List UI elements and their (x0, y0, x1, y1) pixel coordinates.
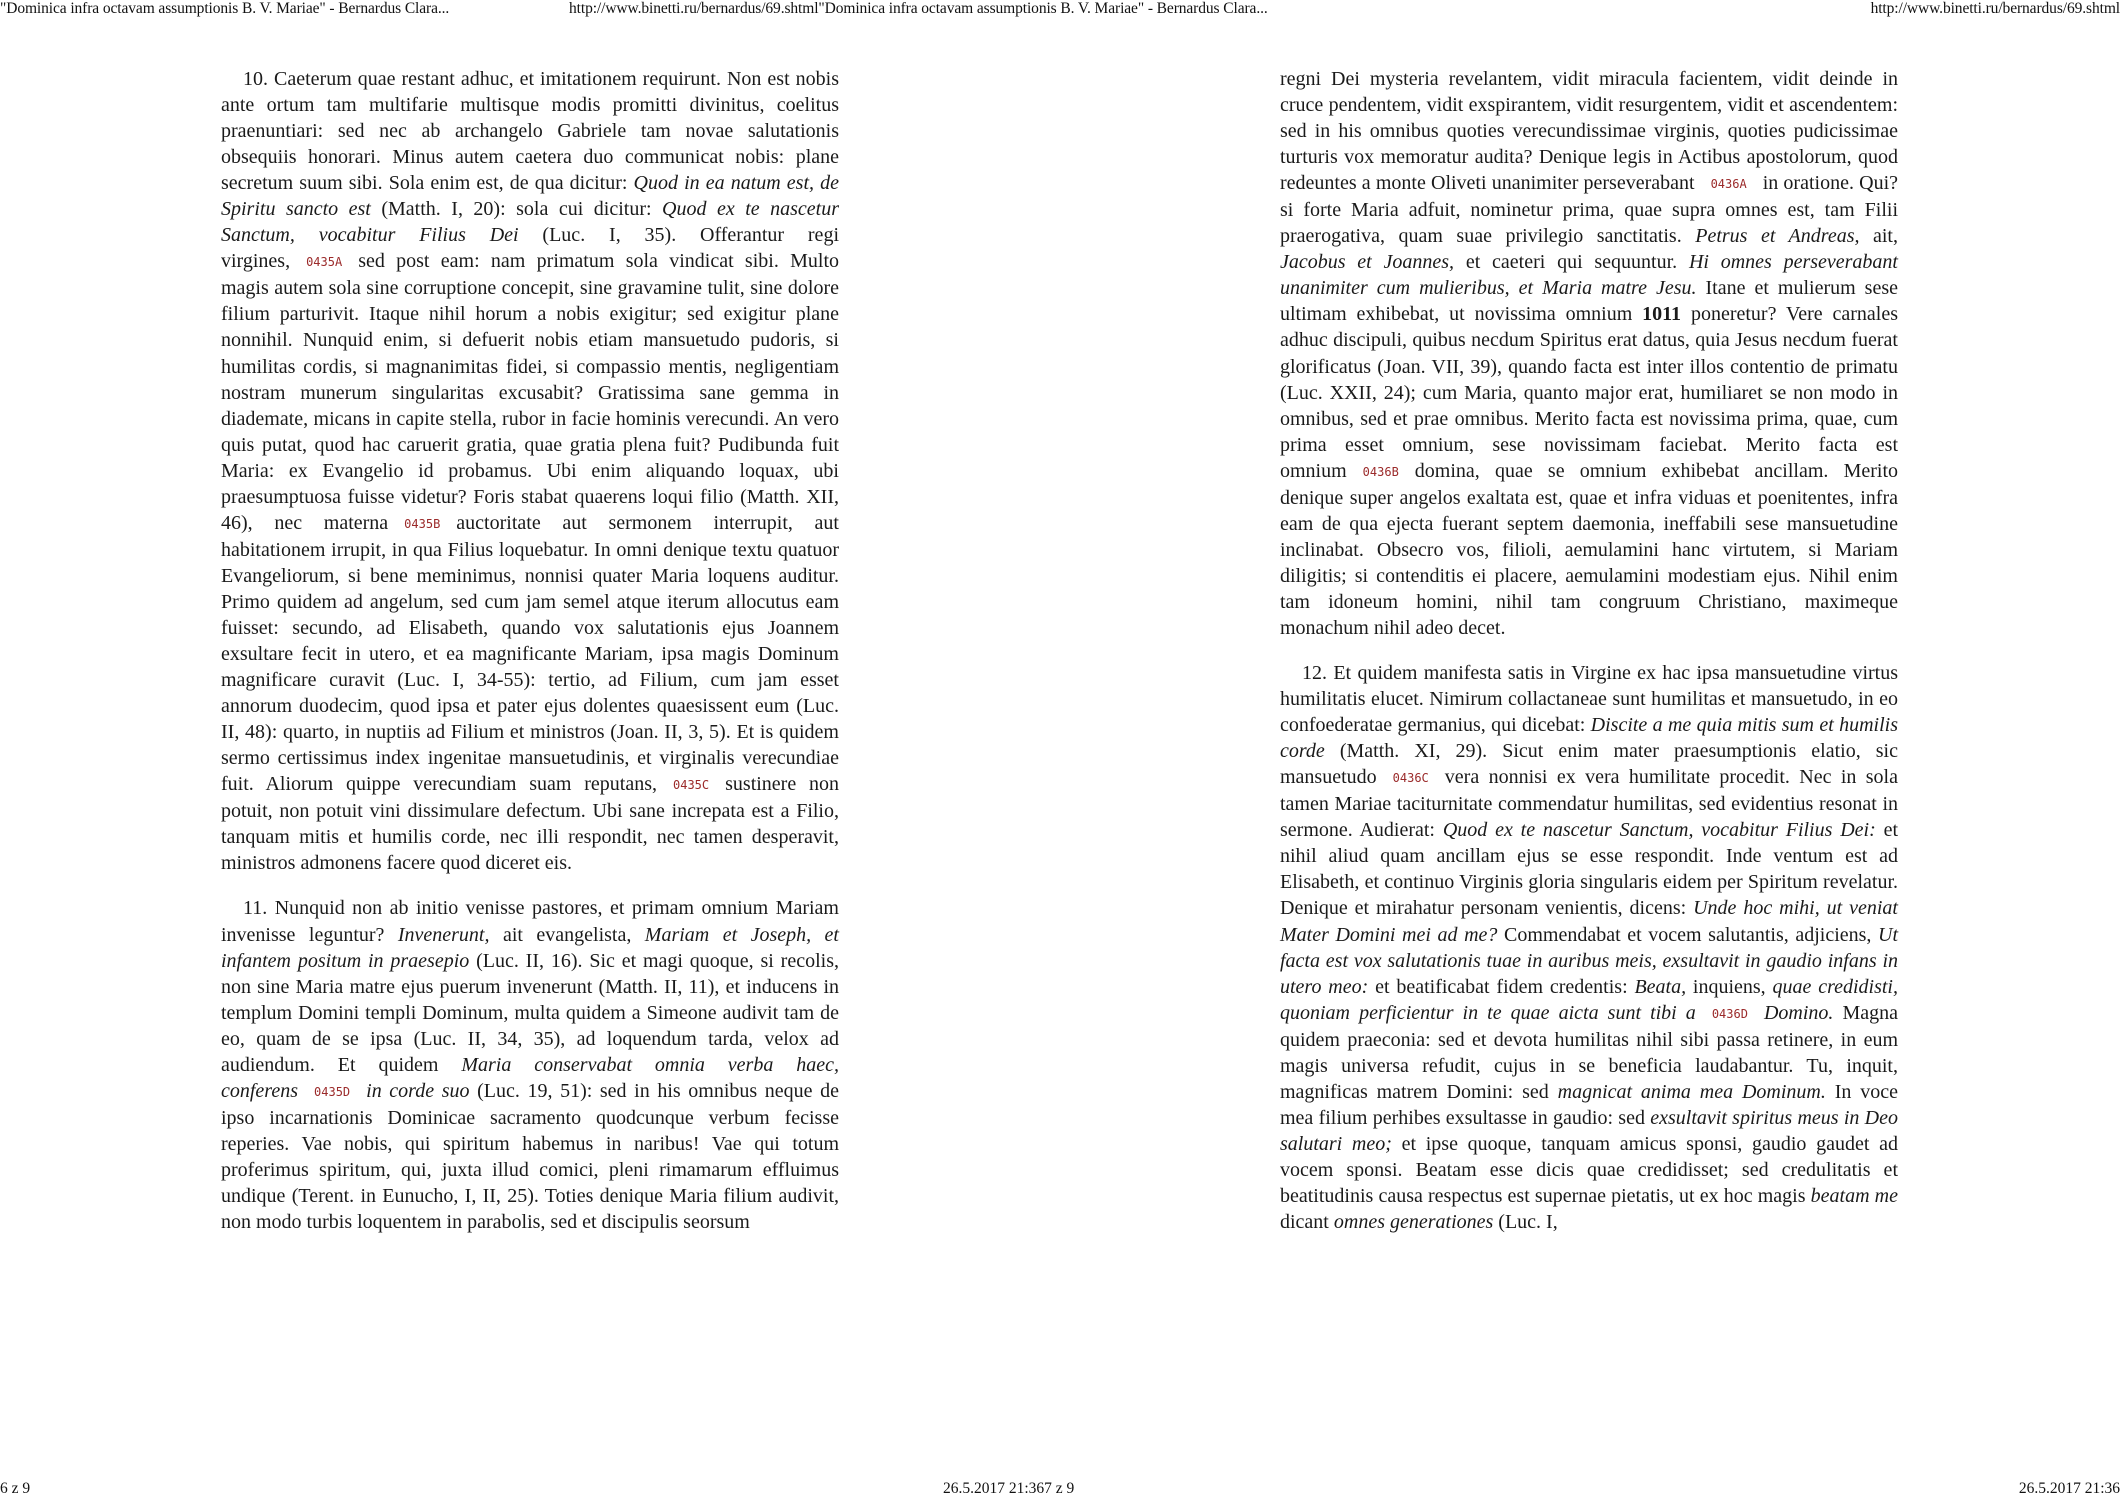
paragraph-10: 10. Caeterum quae restant adhuc, et imitationem requirunt. Non est nobis ante ortum tam multifarie multisque modis promitti divinitus, coelitus praenuntiari: sed nec ab archangelo Gabriele tam novae salutationis obsequiis honorari. Minus autem caetera duo communicat nobis: plane secretum suum sibi. Sola enim est, de qua dicitur: Quod in ea natum est, de Spiritu sancto est (Matth. I, 20): sola cui dicitur: Quod ex te nascetur Sanctum, vocabitur Filius Dei (Luc. I, 35). Offerantur regi virgines, 0435A sed post eam: nam primatum sola vindicat sibi. Multo magis autem sola sine corruptione concepit, sine gravamine tulit, sine dolore filium parturivit. Itaque nihil horum a nobis exigitur; sed exigitur plane nonnihil. Nunquid enim, si defuerit nobis etiam mansuetudo pudoris, si humilitas cordis, si magnanimitas fidei, si compassio mentis, negligentiam nostram munerum singularitas excusabit? Gratissima sane gemma in diademate, micans in capite stella, rubor in facie hominis verecundi. An vero quis putat, quod hac caruerit gratia, quae gratia plena fuit? Pudibunda fuit Maria: ex Evangelio id probamus. Ubi enim aliquando loquax, ubi praesumptuosa fuisse videtur? Foris stabat quaerens loqui filio (Matth. XII, 46), nec materna 0435B auctoritate aut sermonem interrupit, aut habitationem irrupit, in qua Filius loquebatur. In omni denique textu quatuor Evangeliorum, si bene meminimus, nonnisi quater Maria loquens auditur. Primo quidem ad angelum, sed cum jam semel atque iterum allocutus eam fuisset: secundo, ad Elisabeth, quando vox salutationis ejus Joannem exsultare fecit in utero, et ea magnificante Mariam, ipsa magis Dominum magnificare curavit (Luc. I, 34-55): tertio, ad Filium, cum jam esset annorum duodecim, quod ipsa et pater ejus dolentes quaesissent eum (Luc. II, 48): quarto, in nuptiis ad Filium et ministros (Joan. II, 3, 5). Et is quidem sermo certissimus index ingenitae mansuetudinis, et virginalis verecundiae fuit. Aliorum quippe verecundiam suam reputans, 0435C sustinere non potuit, non potuit vini dissimulare defectum. Ubi sane increpata est a Filio, tanquam mitis et humilis corde, nec illi respondit, nec tamen desperavit, ministros admonens facere quod diceret eis. (221, 68, 840, 875)
footer-right-timestamp: 26.5.2017 21:36 (2018, 1480, 2120, 1497)
page-marker-0435C[interactable]: 0435C (673, 778, 710, 793)
page-marker-0436A[interactable]: 0436A (1710, 177, 1747, 192)
paragraph-12: 12. Et quidem manifesta satis in Virgine ex hac ipsa mansuetudine virtus humilitatis elucet. Nimirum collactaneae sunt humilitas et mansuetudo, in eo confoederatae germanius, qui dicebat: Discite a me quia mitis sum et humilis corde (Matth. XI, 29). Sicut enim mater praesumptionis elatio, sic mansuetudo 0436C vera nonnisi ex vera humilitate procedit. Nec in sola tamen Mariae taciturnitate commendatur humilitas, sed evidentius resonat in sermone. Audierat: Quod ex te nascetur Sanctum, vocabitur Filius Dei: et nihil aliud quam ancillam ejus se esse respondit. Inde ventum est ad Elisabeth, et continuo Virginis gloria singularis eidem per Spiritum revelatur. Denique et mirahatur personam venientis, dicens: Unde hoc mihi, ut veniat Mater Domini mei ad me? Commendabat et vocem salutantis, adjiciens, Ut facta est vox salutationis tuae in auribus meis, exsultavit in gaudio infans in utero meo: et beatificabat fidem credentis: Beata, inquiens, quae credidisti, quoniam perficientur in te quae aicta sunt tibi a 0436D Domino. Magna quidem praeconia: sed et devota humilitas nihil sibi passa retinere, in eum magis universa refudit, cujus in se beneficia laudabantur. Tu, inquit, magnificas matrem Domini: sed magnicat anima mea Dominum. In voce mea filium perhibes exsultasse in gaudio: sed exsultavit spiritus meus in Deo salutari meo; et ipse quoque, tanquam amicus sponsi, gaudio gaudet ad vocem sponsi. Beatam esse dicis quae credidisset; sed credulitatis et beatitudinis causa respectus est supernae pietatis, ut ex hoc magis beatam me dicant omnes generationes (Luc. I, (1280, 662, 1898, 1234)
page-marker-0436D[interactable]: 0436D (1711, 1006, 1748, 1021)
page-marker-0436C[interactable]: 0436C (1392, 771, 1429, 786)
header-right-url[interactable]: http://www.binetti.ru/bernardus/69.shtml (1870, 0, 2120, 17)
paragraph-11: 11. Nunquid non ab initio venisse pastores, et primam omnium Mariam invenisse leguntur? Invenerunt, ait evangelista, Mariam et Joseph, et infantem positum in praesepio (Luc. II, 16). Sic et magi quoque, si recolis, non sine Maria matre ejus puerum invenerunt (Matth. II, 11), et inducens in templum Domini templi Dominum, multa quidem a Simeone audivit tam de eo, quam de se ipsa (Luc. II, 34, 35), ad loquendum tarda, velox ad audiendum. Et quidem Maria conservabat omnia verba haec, conferens 0435D in corde suo (Luc. 19, 51): sed in his omnibus neque de ipso incarnationis Dominicae sacramento quodcunque verbum fecisse reperies. Vae nobis, qui spiritum habemus in naribus! Vae qui totum proferimus spiritum, qui, juxta illud comici, pleni rimamarum effluimus undique (Terent. in Eunucho, I, II, 25). Toties denique Maria filium audivit, non modo turbis loquentem in parabolis, sed et discipulis seorsum (221, 897, 840, 1234)
paragraph-11-continued: regni Dei mysteria revelantem, vidit miracula facientem, vidit deinde in cruce pendentem, vidit exspirantem, vidit resurgentem, vidit et ascendentem: sed in his omnibus quoties verecundissimae virginis, quoties pudicissimae turturis vox memoratur audita? Denique legis in Actibus apostolorum, quod redeuntes a monte Oliveti unanimiter perseverabant 0436A in oratione. Qui? si forte Maria adfuit, nominetur prima, quae supra omnes est, tam Filii praerogativa, quam suae privilegio sanctitatis. Petrus et Andreas, ait, Jacobus et Joannes, et caeteri qui sequuntur. Hi omnes perseverabant unanimiter cum mulieribus, et Maria matre Jesu. Itane et mulierum sese ultimam exhibebat, ut novissima omnium 1011 poneretur? Vere carnales adhuc discipuli, quibus necdum Spiritus erat datus, quia Jesus necdum fuerat glorificatus (Joan. VII, 39), quando facta est inter illos contentio de primatu (Luc. XXII, 24); cum Maria, quanto major erat, humiliaret se non modo in omnibus, sed et prae omnibus. Merito facta est novissima prima, quae, cum prima esset omnium, sese novissimam faciebat. Merito facta est omnium 0436B domina, quae se omnium exhibebat ancillam. Merito denique super angelos exaltata est, quae et infra viduas et poenitentes, infra eam de qua ejecta fuerant septem daemonia, ineffabili sese mansuetudine inclinabat. Obsecro vos, filioli, aemulamini hanc virtutem, si Mariam diligitis; si contenditis ei placere, aemulamini modestiam ejus. Nihil enim tam idoneum homini, nihil tam congruum Christiano, maximeque monachum nihil adeo decet. (1280, 68, 1898, 639)
left-column (221, 66, 839, 1235)
page-marker-0435B[interactable]: 0435B (404, 516, 441, 531)
header-middle-url-title: http://www.binetti.ru/bernardus/69.shtml"Dominica infra octavam assumptionis B. V. Mariae" - Bernardus Clara... (569, 0, 1268, 17)
page-marker-0436B[interactable]: 0436B (1362, 464, 1399, 479)
footer-left-page-count: 6 z 9 (0, 1480, 31, 1497)
page-number: 1011 (1642, 303, 1682, 326)
right-column (1280, 66, 1898, 1235)
page-marker-0435A[interactable]: 0435A (306, 255, 343, 270)
page-marker-0435D[interactable]: 0435D (314, 1084, 351, 1099)
header-left-title: "Dominica infra octavam assumptionis B. V. Mariae" - Bernardus Clara... (0, 0, 450, 17)
footer-middle-timestamp: 26.5.2017 21:367 z 9 (943, 1480, 1075, 1497)
